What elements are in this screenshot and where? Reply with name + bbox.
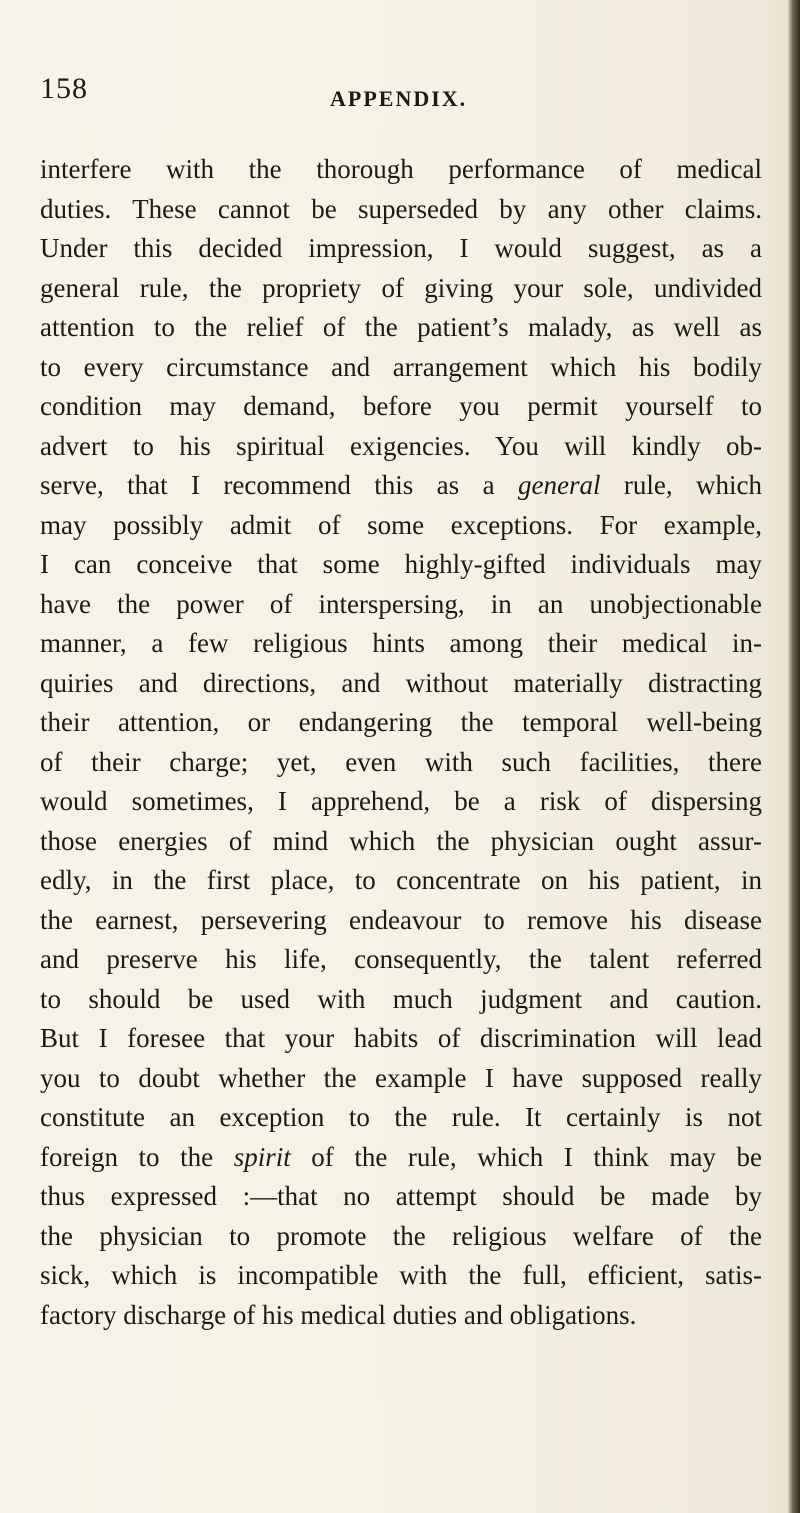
text-line: and preserve his life, consequently, the talent referred (40, 944, 762, 974)
text-line: interfere with the thorough performance of medical (40, 154, 762, 184)
text-line: manner, a few religious hints among their medical in- (40, 628, 762, 658)
text-line: general rule, the propriety of giving your sole, undivided (40, 272, 762, 303)
text-line: sick, which is incompatible with the full, efficient, satis- (40, 1260, 762, 1290)
binding-edge (788, 0, 800, 1513)
italic-word: general (517, 470, 601, 500)
text-line: the physician to promote the religious welfare of the (40, 1220, 762, 1251)
text-line: you to doubt whether the example I have supposed really (40, 1062, 762, 1093)
text-segment: foreign to the (40, 1141, 234, 1172)
text-line (40, 466, 762, 506)
text-line: Under this decided impression, I would suggest, as a (40, 233, 762, 263)
text-line (40, 1138, 762, 1178)
text-line: I can conceive that some highly-gifted individuals may (40, 549, 762, 579)
text-segment: rule, which (600, 470, 762, 500)
text-line: of their charge; yet, even with such facilities, there (40, 746, 762, 777)
text-line: their attention, or endangering the temporal well-being (40, 707, 762, 737)
text-line: the earnest, persevering endeavour to remove his disease (40, 904, 762, 935)
italic-word: spirit (233, 1141, 291, 1172)
text-line: to should be used with much judgment and caution. (40, 983, 762, 1014)
page-number: 158 (40, 72, 88, 105)
text-line: constitute an exception to the rule. It certainly is not (40, 1102, 762, 1132)
text-line: may possibly admit of some exceptions. For example, (40, 509, 762, 540)
text-line: thus expressed :—that no attempt should be made by (40, 1181, 762, 1211)
text-line: condition may demand, before you permit yourself to (40, 391, 762, 421)
text-line: quiries and directions, and without materially distracting (40, 667, 762, 698)
text-segment: serve, that I recommend this as a (40, 470, 518, 500)
text-line: duties. These cannot be superseded by any other claims. (40, 193, 762, 224)
text-line: advert to his spiritual exigencies. You will kindly ob- (40, 430, 762, 461)
text-line: edly, in the first place, to concentrate on his patient, in (40, 865, 762, 895)
text-line: those energies of mind which the physician ought assur- (40, 825, 762, 856)
text-line: attention to the relief of the patient’s malady, as well as (40, 312, 762, 342)
text-line: But I foresee that your habits of discrimination will lead (40, 1023, 762, 1053)
running-head: APPENDIX. (330, 86, 468, 111)
text-line: would sometimes, I apprehend, be a risk of dispersing (40, 786, 762, 816)
text-line: factory discharge of his medical duties and obligations. (40, 1299, 637, 1330)
body-text (40, 150, 762, 1335)
text-segment: of the rule, which I think may be (290, 1141, 762, 1172)
text-line: have the power of interspersing, in an unobjectionable (40, 588, 762, 619)
text-line: to every circumstance and arrangement which his bodily (40, 351, 762, 382)
